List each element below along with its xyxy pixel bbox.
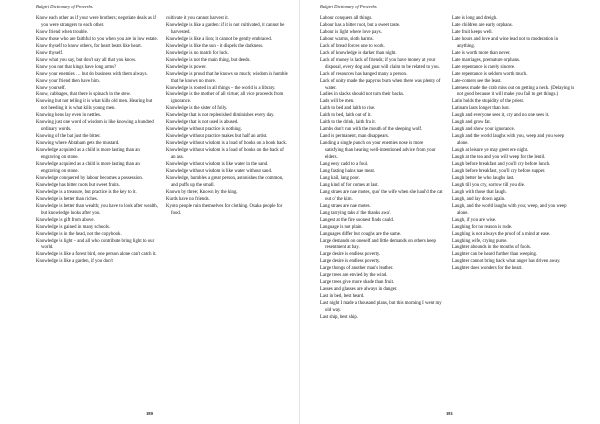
proverb-entry: Knowing where Abraham gets the mustard.	[36, 141, 120, 147]
proverb-entry: Laughter can be heard further than weeping.	[452, 252, 538, 258]
proverb-entry: Knowledge is no match for luck.	[166, 50, 229, 56]
proverb-entry: Knowledge is not the main thing, but deeds.	[166, 57, 251, 63]
proverb-entry: Laugh, if you are wise.	[452, 217, 497, 223]
proverb-entry: Late repentance is rarely sincere.	[452, 64, 516, 70]
proverb-entry: Know your enemies … but do business with them always.	[36, 71, 148, 77]
proverb-entry: Know you not that kings have long arms?	[36, 64, 117, 70]
proverb-entry: Know each other as if your were brothers; negotiate deals as if you were strangers to each other.	[36, 16, 157, 28]
proverb-entry: Laugh, and lay down again.	[452, 196, 506, 202]
proverb-entry: Last ship, best ship.	[320, 314, 358, 320]
left-column-2	[166, 16, 289, 218]
proverb-entry: Knowledge without practice makes but half an artist.	[166, 134, 268, 140]
proverb-entry: Laugh and everyone sees it, cry and no one sees it.	[452, 113, 550, 119]
proverb-entry: Lack of resources has hanged many a person.	[320, 71, 408, 77]
proverb-entry: Large trees give more shade than fruit.	[320, 280, 395, 286]
proverb-entry: Knowledge is the mother of all virtue; all vice proceeds from ignorance.	[166, 92, 284, 105]
proverb-entry: Knowledge is a treasure, but practice is the key to it.	[36, 189, 137, 195]
proverb-entry: Knowing of the bat just the bitter.	[36, 134, 101, 140]
proverb-entry: Large desire is endless poverty.	[320, 259, 381, 265]
proverb-entry: Large trees are envied by the wind.	[320, 273, 388, 279]
right-page	[300, 0, 600, 424]
proverb-entry: Knowledge is power.	[166, 64, 207, 70]
proverb-entry: Know thyself.	[36, 50, 64, 56]
proverb-entry: Lads will be men.	[320, 99, 355, 105]
proverb-entry: Knowledge without wisdom is like water without sand.	[166, 168, 273, 174]
proverb-entry: Know what you say, but don't say all that you know.	[36, 57, 137, 63]
proverb-entry: Knowledge is better than wealth; you have to look after wealth, but knowledge looks after you.	[36, 203, 158, 216]
proverb-entry: Laith to the drink, laith fra it.	[320, 120, 376, 126]
proverb-entry: Laughter abounds in the mouths of fools.	[452, 245, 532, 251]
proverb-entry: Lack of knowledge is darker than night.	[320, 50, 397, 56]
proverb-entry: Know friend when trouble.	[36, 29, 88, 35]
proverb-entry: Knowledge conquered by labour becomes a possession.	[36, 175, 143, 181]
proverb-entry: Late is worth more than never.	[452, 50, 511, 56]
proverb-entry: Laugh with those that laugh.	[452, 189, 507, 195]
proverb-entry: Late is long and dreigh.	[452, 16, 498, 21]
proverb-entry: Laugh and grow fat.	[452, 120, 491, 126]
proverb-entry: Know, cabbages, that there is spinach in the stew.	[36, 92, 131, 98]
proverb-entry: Large thongs of another man's leather.	[320, 266, 394, 272]
proverb-entry: Laith to bed and laith to rise.	[320, 106, 376, 112]
proverb-entry: Lack of bread forces one to work.	[320, 43, 385, 49]
proverb-entry: Large demands on oneself and little demands on others keep resentment at bay.	[320, 238, 436, 251]
proverb-entry: Langest at the fire soonest finds cauld.	[320, 217, 394, 223]
proverb-entry: Laugh, and the world laughs with you; weep, and you weep alone.	[452, 203, 567, 216]
proverb-entry: Knowledge without practice is nothing.	[166, 127, 242, 133]
proverb-entry: Laughing for no reason is rude.	[452, 224, 513, 230]
proverb-entry: Lack of unity made the papyrus burn when there was plenty of water.	[320, 78, 441, 91]
proverb-entry: Knowledge without wisdom is a load of books on a book back.	[166, 141, 287, 147]
proverb-entry: Lang kind of for comes at last.	[320, 182, 379, 188]
proverb-entry: Knowledge is gift from above.	[36, 217, 95, 223]
proverb-entry: Know those who are faithful to you when you are in low estate.	[36, 36, 158, 42]
proverb-entry: Knowledge is gained in many schools.	[36, 224, 111, 230]
proverb-entry: Knowledge without wisdom is a load of books on the back of an ass.	[166, 148, 284, 161]
proverb-entry: Lang eesy cadd to a foul.	[320, 162, 369, 168]
proverb-entry: Lambs don't run with the mouth of the sleeping wolf.	[320, 127, 423, 133]
proverb-entry: Knowledge acquired as a child is more lasting than an engraving on stone.	[36, 162, 140, 174]
proverb-entry: Knowledge has bitter roots but sweet fruits.	[36, 182, 120, 188]
running-header-right: Bulgiri Dictionary of Proverbs	[320, 4, 377, 9]
proverb-entry: Labour has a bitter root, but a sweet taste.	[320, 22, 401, 28]
proverb-entry: Laughing is not always the proof of a mind at ease.	[452, 231, 551, 237]
proverb-entry: Knowledge, humbles a great person, astonishes the common, and puffs up the small.	[166, 175, 284, 188]
proverb-entry: Late fruit keeps well.	[452, 29, 493, 35]
proverb-entry: Knowledge is light – and all who contribute bring light to our world.	[36, 238, 155, 251]
proverb-entry: Lasses and glasses are always in danger.	[320, 287, 398, 293]
proverb-entry: Laughing wife, crying purse.	[452, 238, 508, 244]
proverb-entry: Laith to bed, laith out of it.	[320, 113, 372, 119]
proverb-entry: Know yourself.	[36, 85, 66, 91]
proverb-entry: Land is permanent, man disappears.	[320, 134, 389, 140]
proverb-entry: Ladies in slacks should not turn their backs.	[320, 92, 405, 98]
proverb-entry: Knowledge is the sister of folly.	[166, 106, 228, 112]
proverb-entry: Last night I made a thousand plans, but this morning I went my old way.	[320, 301, 442, 314]
proverb-entry: Lateness made the crab miss out on getting a neck. (Delaying is not good because it will make you fail to get things.)	[452, 85, 575, 98]
proverb-entry: Knowing hens lay even in nettles.	[36, 113, 102, 119]
proverb-entry: Last in bed, best heard.	[320, 294, 365, 300]
proverb-entry: Knowledge is rooted in all things – the world is a library.	[166, 85, 276, 91]
proverb-entry: Lang straes are nae motes.	[320, 203, 371, 209]
proverb-entry: Late children are early orphans.	[452, 22, 513, 28]
proverb-entry: Language is not plain.	[320, 224, 363, 230]
proverb-entry: Late repentance is seldom worth much.	[452, 71, 528, 77]
proverb-entry: Laugh and the world laughs with you, weep and you weep alone.	[452, 134, 565, 147]
proverb-entry: Knowledge acquired as a child is more lasting than an engraving on stone.	[36, 148, 140, 161]
proverb-entry: Late marriages, premature orphans.	[452, 57, 521, 63]
proverb-entry: Lang fasting hains nae meat.	[320, 168, 376, 174]
proverb-entry: Lack of money is lack of friends; if you have money at your disposal, every dog and goat will claim to be related to you.	[320, 57, 440, 70]
proverb-entry: Laugh before breakfast, you'll cry before supper.	[452, 168, 546, 174]
proverb-entry: cultivate it you cannot harvest it.	[166, 16, 229, 21]
proverb-entry: Kurds have no friends.	[166, 196, 210, 202]
left-column-1	[36, 16, 159, 266]
proverb-entry: Knowledge is in the head, not the copybook.	[36, 231, 122, 237]
proverb-entry: Languages differ but coughs are the same.	[320, 231, 402, 237]
proverb-entry: Know thyself to know others, for heart beats like heart.	[36, 43, 142, 49]
proverb-entry: Laughter cannot bring back what anger has driven away.	[452, 259, 561, 265]
proverb-entry: Laugh till you cry, sorrow till you die.	[452, 182, 526, 188]
proverb-entry: Lang tarrying taks a' the thanks awa'.	[320, 210, 392, 216]
right-column-2	[452, 16, 575, 273]
proverb-entry: Knowledge is proud that he knows so much; wisdom is humble that he knows no more.	[166, 71, 288, 84]
proverb-entry: Knowledge without wisdom is like water in the sand.	[166, 162, 269, 168]
proverb-entry: Lang kail, lang poor.	[320, 175, 360, 181]
proverb-entry: Known by three; Known by the king.	[166, 189, 238, 195]
proverb-entry: Landing a single punch on your enemies nose is more satisfying than hearing well-intentioned advice from your elders.	[320, 141, 436, 161]
proverb-entry: Late hours and love and wine lead not to moderation in anything.	[452, 36, 559, 49]
proverb-entry: Knowledge is like a garden: if it is not cultivated, it cannot be harvested.	[166, 22, 285, 35]
proverb-entry: Laugh at the tea and you will weep for the lentil.	[452, 155, 546, 161]
proverb-entry: Kyoto people ruin themselves for clothing. Osaka people for food.	[166, 203, 283, 216]
proverb-entry: Labour conquers all things.	[320, 16, 373, 21]
proverb-entry: Laugh before breakfast and you'll cry before lunch.	[452, 162, 551, 168]
running-header-left: Bulgiri Dictionary of Proverbs	[36, 4, 93, 9]
proverb-entry: Know your friend then have him.	[36, 78, 100, 84]
page-number-right: 181	[446, 411, 453, 416]
proverb-entry: Knowledge that is not used is abused.	[166, 120, 239, 126]
proverb-entry: Knowing but not telling it is what kills old men. Hearing but not heeding it is what kills young men.	[36, 99, 153, 112]
proverb-entry: Knowledge is like a lion; it cannot be gently embraced.	[166, 36, 273, 42]
proverb-entry: Knowledge is better than riches.	[36, 196, 98, 202]
proverb-entry: Laugh better he who laughs last.	[452, 175, 515, 181]
proverb-entry: Laughter does wonders for the heart.	[452, 266, 523, 272]
proverb-entry: Late-comers see the least.	[452, 78, 502, 84]
proverb-entry: Laugh at leisure ye may greet ere night.	[452, 148, 529, 154]
proverb-entry: Knowing just one word of wisdom is like knowing a hundred ordinary words.	[36, 120, 154, 133]
proverb-entry: Labour warms, sloth harms.	[320, 36, 374, 42]
proverb-entry: Large desire is endless poverty.	[320, 252, 381, 258]
proverb-entry: Lang straes are nae motes, quo' the wife when she haul'd the cat out o' the kirn.	[320, 189, 443, 202]
proverb-entry: Latin holds the stupidity of the priest.	[452, 99, 525, 105]
proverb-entry: Knowledge is like a garden, if you don't	[36, 259, 113, 265]
proverb-entry: Knowledge that is not replenished diminishes every day.	[166, 113, 275, 119]
proverb-entry: Knowledge is like a forest bird, one person alone can't catch it.	[36, 252, 157, 258]
right-column-1	[320, 16, 443, 322]
proverb-entry: Laugh and show your ignorance.	[452, 127, 516, 133]
proverb-entry: Latinam lasts longer than lust.	[452, 106, 510, 112]
page-number-left: 180	[146, 411, 153, 416]
proverb-entry: Labour is light where love pays.	[320, 29, 382, 35]
proverb-entry: Knowledge is like the sun - it dispels the darkness.	[166, 43, 264, 49]
